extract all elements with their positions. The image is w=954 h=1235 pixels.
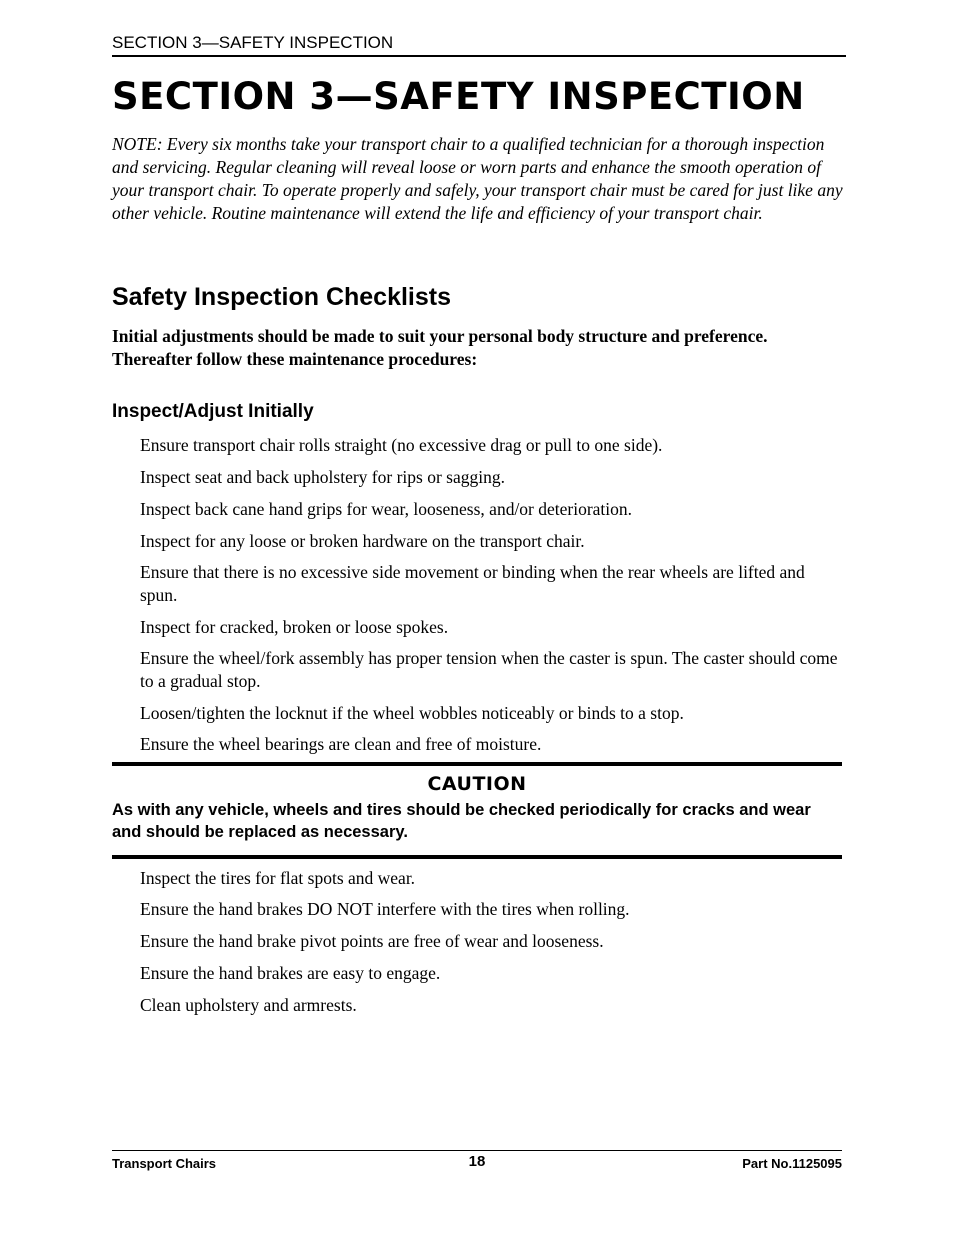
checklists-heading: Safety Inspection Checklists [112,283,452,311]
inspect-adjust-heading: Inspect/Adjust Initially [112,401,314,422]
footer-part-number: Part No.1125095 [742,1156,842,1171]
note-paragraph: NOTE: Every six months take your transport chair to a qualified technician for a thorough inspection and servicing. Regular cleaning will reveal loose or worn parts and enhance the smooth operation of your transport chair. To operate properly and safely, your transport chair must be cared for just like any other vehicle. Routine maintenance will extend the life and efficiency of your transport chair. [112,134,843,223]
checklist-item: Inspect seat and back upholstery for rips or sagging. [140,467,505,487]
footer-rule [112,1150,842,1151]
footer-doc-title: Transport Chairs [112,1156,217,1171]
checklist-item: Ensure the wheel/fork assembly has proper tension when the caster is spun. The caster should come to a gradual stop. [140,648,838,691]
caution-bottom-rule [112,855,842,859]
caution-title: CAUTION [427,773,527,795]
checklist-item: Ensure the hand brake pivot points are free of wear and looseness. [140,931,604,951]
intro-paragraph: Initial adjustments should be made to suit your personal body structure and preference. Thereafter follow these maintenance procedures: [112,326,768,369]
footer-page-number: 18 [468,1153,486,1170]
checklist-item: Ensure that there is no excessive side movement or binding when the rear wheels are lifted and spun. [140,562,805,605]
checklist-item: Inspect the tires for flat spots and wear. [140,868,416,888]
checklist-item: Loosen/tighten the locknut if the wheel wobbles noticeably or binds to a stop. [140,703,684,723]
caution-text: As with any vehicle, wheels and tires should be checked periodically for cracks and wear and should be replaced as necessary. [112,801,811,841]
page-title: SECTION 3—SAFETY INSPECTION [112,75,805,118]
checklist-item: Inspect back cane hand grips for wear, looseness, and/or deterioration. [140,499,633,519]
checklist-item: Ensure the wheel bearings are clean and free of moisture. [140,734,542,754]
checklist-item: Clean upholstery and armrests. [140,995,357,1015]
checklist-item: Ensure transport chair rolls straight (no excessive drag or pull to one side). [140,435,663,455]
caution-top-rule [112,762,842,766]
checklist-item: Inspect for any loose or broken hardware on the transport chair. [140,531,585,551]
checklist-item: Inspect for cracked, broken or loose spokes. [140,617,449,637]
running-header: SECTION 3—SAFETY INSPECTION [112,32,846,57]
checklist-item: Ensure the hand brakes DO NOT interfere with the tires when rolling. [140,899,630,919]
checklist-item: Ensure the hand brakes are easy to engage. [140,963,441,983]
